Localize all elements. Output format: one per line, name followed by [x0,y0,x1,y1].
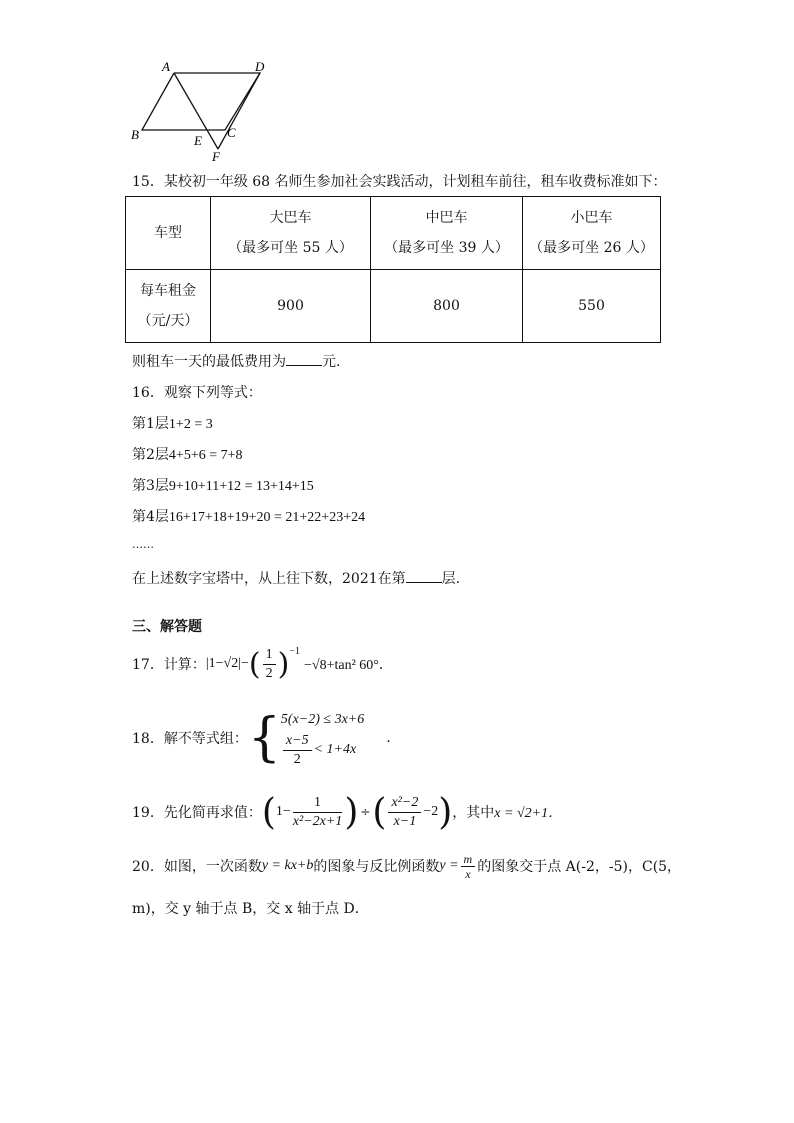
ellipsis: …… [132,538,154,551]
table-row [126,270,661,343]
fraction-denominator: x [465,866,471,881]
inequality-system [281,708,364,769]
question-15-answer-line [132,351,340,371]
rent-label-line1: 每车租金 [140,283,196,299]
parallelogram-diagram [120,55,290,170]
q19-condition-prefix: ，其中 [452,805,495,821]
label-f: F [212,149,220,164]
price-large-bus: 900 [211,270,371,343]
q19-fraction-1 [293,794,343,831]
layer-label: 第4层 [132,509,169,525]
fraction-numerator: x²−2 [388,794,421,813]
q20-linear-function: y = kx+b [261,858,314,873]
fraction-denominator: 2 [265,665,273,681]
inequality-2 [281,732,364,769]
answer-prefix: 则租车一天的最低费用为 [132,354,286,370]
question-16-answer-line [132,568,460,588]
right-paren: ) [344,791,359,833]
layer-2-line [132,444,243,464]
layer-equation: 9+10+11+12 = 13+14+15 [168,479,314,494]
q17-abs-part: |1−√2|− [205,656,249,671]
fraction-denominator: x−1 [393,813,417,829]
layer-label: 第2层 [132,447,169,463]
question-15-stem: 15．某校初一年级 68 名师生参加社会实践活动，计划租车前往，租车收费标准如下： [132,174,667,190]
answer-suffix: 元. [322,354,341,370]
q20-text-3: 的图象交于点 A(-2，-5)，C(5， [477,859,682,875]
label-a: A [162,59,170,74]
answer-prefix: 在上述数字宝塔中，从上往下数，2021在第 [132,571,406,587]
q17-fraction [263,646,276,683]
question-20-line-1 [132,846,681,886]
question-20-line-2: m)，交 y 轴于点 B，交 x 轴于点 D． [132,901,369,917]
large-bus-name: 大巴车 [269,210,312,226]
question-17 [132,644,393,684]
left-paren: ( [248,646,261,682]
medium-bus-name: 中巴车 [425,210,468,226]
label-d: D [255,59,265,74]
q18-prefix: 18．解不等式组： [132,731,248,747]
left-paren: ( [372,791,387,833]
fraction-numerator: 1 [263,646,276,665]
q20-text-1: 20．如图，一次函数 [132,859,262,875]
q17-exponent: −1 [289,646,300,657]
inequality-1: 5(x−2) ≤ 3x+6 [280,711,365,727]
q20-inverse-lhs: y = [439,858,459,873]
question-16-stem: 16．观察下列等式： [132,385,262,401]
inequality-2-rest: < 1+4x [313,742,357,757]
layer-equation: 4+5+6 = 7+8 [168,448,243,463]
q18-end: . [386,730,391,746]
answer-blank[interactable] [406,568,442,583]
question-19 [132,790,562,834]
layer-4-line [132,506,365,526]
q19-prefix: 19．先化简再求值： [132,805,262,821]
answer-blank[interactable] [286,351,322,366]
left-brace: { [247,708,281,768]
small-bus-name: 小巴车 [570,210,613,226]
layer-3-line [132,475,314,495]
q19-condition: x = √2+1． [494,806,563,821]
rent-label-line2: （元/天） [137,313,199,329]
label-e: E [194,133,202,148]
fraction-numerator: x−5 [283,732,312,751]
header-vehicle-type: 车型 [126,197,211,270]
fraction-numerator: 1 [293,794,343,813]
price-small-bus: 550 [523,270,661,343]
layer-equation: 1+2 = 3 [168,417,213,432]
fraction-denominator: x²−2x+1 [292,813,343,829]
layer-label: 第3层 [132,478,169,494]
q18-fraction [283,732,312,769]
right-paren: ) [438,791,453,833]
q20-text-2: 的图象与反比例函数 [313,859,440,875]
header-large-bus [211,197,371,270]
layer-equation: 16+17+18+19+20 = 21+22+23+24 [168,510,366,525]
label-c: C [227,125,236,140]
header-small-bus [523,197,661,270]
q20-inverse-fraction [461,852,476,881]
rental-price-table [125,196,661,343]
q19-fraction-2 [388,794,421,831]
layer-label: 第1层 [132,416,169,432]
layer-1-line [132,413,213,433]
header-medium-bus [371,197,523,270]
section-title: 三、解答题 [132,619,202,635]
q17-rest: −√8+tan² 60°． [304,658,393,673]
small-bus-capacity: （最多可坐 26 人） [529,240,654,256]
row-label-rent [126,270,211,343]
medium-bus-capacity: （最多可坐 39 人） [384,240,509,256]
answer-suffix: 层. [441,571,461,587]
right-paren: ) [277,646,290,682]
table-row [126,197,661,270]
fraction-numerator: m [461,852,476,867]
question-18 [132,704,391,772]
price-medium-bus: 800 [371,270,523,343]
q19-one-minus: 1− [275,804,291,819]
q19-minus-two: −2 [423,804,439,819]
label-b: B [131,127,139,142]
left-paren: ( [261,791,276,833]
q19-divide: ÷ [360,805,371,819]
fraction-denominator: 2 [293,751,301,767]
large-bus-capacity: （最多可坐 55 人） [228,240,353,256]
q17-prefix: 17．计算： [132,657,206,673]
